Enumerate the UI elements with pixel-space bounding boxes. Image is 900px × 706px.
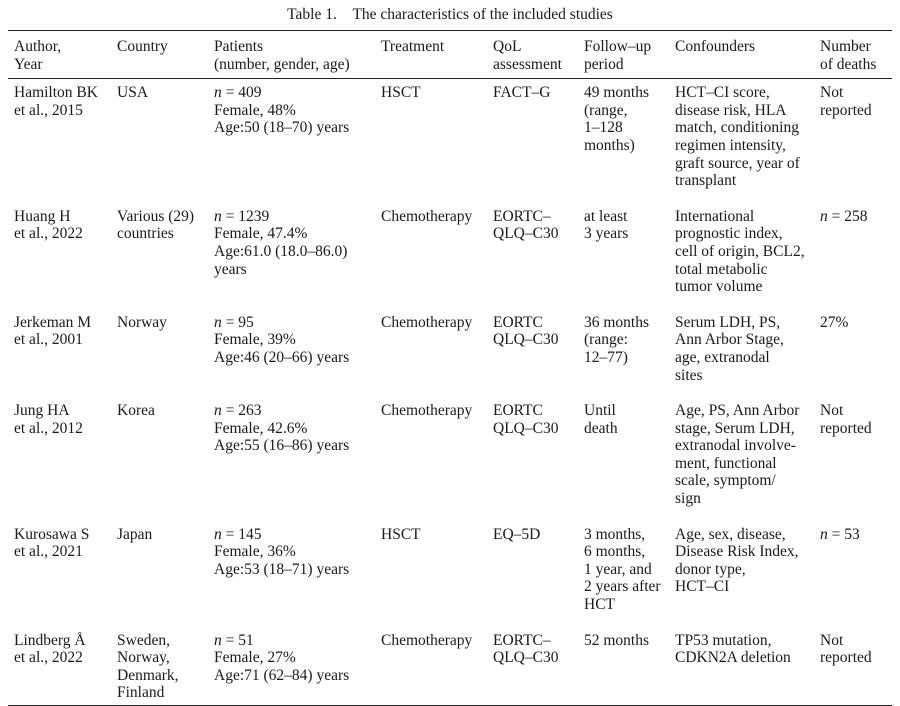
table-row — [8, 399, 892, 523]
cell-author-year: Hamilton BK et al., 2015 — [14, 84, 98, 119]
patients-number — [214, 314, 371, 332]
patients-female: Female, 39% — [214, 331, 296, 349]
table-row — [8, 311, 892, 399]
cell-confounders: Serum LDH, PS, Ann Arbor Stage, age, extranodal sites — [675, 313, 784, 384]
deaths-value: Not reported — [820, 631, 872, 667]
patients-age: Age:46 (20–66) years — [214, 348, 350, 366]
header-treatment: Treatment — [381, 38, 445, 55]
n-symbol: n — [214, 402, 222, 420]
n-value: = 409 — [221, 84, 262, 102]
n-value: = 1239 — [221, 207, 270, 225]
patients-age: Age:55 (16–86) years — [214, 437, 350, 455]
cell-author-year: Jerkeman M et al., 2001 — [14, 313, 92, 349]
patients-number — [214, 208, 371, 226]
patients-number — [214, 84, 371, 102]
cell-number-of-deaths — [814, 311, 892, 399]
cell-follow-up-period: at least 3 years — [584, 207, 629, 243]
cell-qol-assessment: EORTC– QLQ–C30 — [493, 207, 559, 243]
n-symbol: n — [214, 525, 222, 543]
table-row — [8, 629, 892, 706]
cell-treatment: Chemotherapy — [381, 313, 473, 331]
deaths-value: = 53 — [827, 525, 860, 543]
cell-qol-assessment: EORTC QLQ–C30 — [493, 402, 559, 437]
cell-author-year: Jung HA et al., 2012 — [14, 402, 83, 437]
cell-confounders: International prognostic index, cell of origin, BCL2, total metabolic tumor volume — [675, 207, 805, 296]
n-symbol: n — [214, 207, 222, 225]
deaths-value: Not reported — [820, 84, 872, 119]
cell-patients — [208, 399, 375, 523]
patients-female: Female, 47.4% — [214, 225, 308, 243]
cell-author-year: Kurosawa S et al., 2021 — [14, 525, 90, 561]
patients-age: Age:53 (18–71) years — [214, 560, 350, 578]
cell-country: Various (29) countries — [117, 207, 195, 243]
table-number: Table 1. — [287, 6, 337, 23]
cell-patients — [208, 311, 375, 399]
header-author-year: Author, Year — [14, 38, 62, 73]
table-row — [8, 523, 892, 629]
cell-treatment: Chemotherapy — [381, 207, 473, 225]
cell-qol-assessment: FACT–G — [493, 84, 551, 102]
header-qol-assessment: QoL assessment — [493, 38, 562, 73]
cell-treatment: HSCT — [381, 84, 421, 102]
cell-country: Norway — [117, 313, 167, 331]
characteristics-table — [8, 30, 892, 706]
table-row — [8, 79, 892, 205]
deaths-value: 27% — [820, 313, 849, 331]
cell-qol-assessment: EORTC– QLQ–C30 — [493, 631, 559, 667]
cell-follow-up-period: Until death — [584, 402, 618, 437]
cell-follow-up-period: 36 months (range: 12–77) — [584, 313, 650, 366]
patients-number — [214, 632, 371, 650]
deaths-value: Not reported — [820, 402, 872, 437]
cell-patients — [208, 629, 375, 706]
header-row — [8, 31, 892, 79]
cell-treatment: Chemotherapy — [381, 402, 473, 420]
cell-patients — [208, 205, 375, 311]
patients-female: Female, 48% — [214, 101, 296, 119]
cell-country: Korea — [117, 402, 155, 420]
cell-qol-assessment: EQ–5D — [493, 525, 541, 543]
cell-number-of-deaths — [814, 629, 892, 706]
table-title: The characteristics of the included studies — [352, 6, 613, 23]
cell-treatment: HSCT — [381, 525, 421, 543]
deaths-n-symbol: n — [820, 207, 828, 225]
cell-confounders: Age, PS, Ann Arbor stage, Serum LDH, extranodal involve- ment, functional scale, symptom/ sign — [675, 402, 800, 508]
n-symbol: n — [214, 313, 222, 331]
header-patients: Patients (number, gender, age) — [214, 38, 350, 73]
deaths-n-symbol: n — [820, 525, 828, 543]
cell-confounders: HCT–CI score, disease risk, HLA match, conditioning regimen intensity, graft source, year of transplant — [675, 84, 800, 190]
cell-patients — [208, 79, 375, 205]
cell-confounders: TP53 mutation, CDKN2A deletion — [675, 631, 791, 667]
cell-country: Sweden, Norway, Denmark, Finland — [117, 631, 179, 702]
cell-follow-up-period: 49 months (range, 1–128 months) — [584, 84, 650, 154]
cell-patients — [208, 523, 375, 629]
cell-qol-assessment: EORTC QLQ–C30 — [493, 313, 559, 349]
cell-number-of-deaths — [814, 205, 892, 311]
header-follow-up-period: Follow–up period — [584, 38, 652, 73]
patients-female: Female, 42.6% — [214, 419, 308, 437]
n-value: = 51 — [221, 631, 254, 649]
table-caption — [0, 5, 900, 25]
patients-age: Age:61.0 (18.0–86.0) years — [214, 242, 348, 278]
patients-age: Age:50 (18–70) years — [214, 119, 350, 137]
cell-follow-up-period: 52 months — [584, 631, 650, 649]
cell-treatment: Chemotherapy — [381, 631, 473, 649]
cell-number-of-deaths — [814, 79, 892, 205]
n-value: = 145 — [221, 525, 262, 543]
deaths-value: = 258 — [827, 207, 868, 225]
cell-country: USA — [117, 84, 149, 102]
cell-country: Japan — [117, 525, 153, 543]
patients-age: Age:71 (62–84) years — [214, 666, 350, 684]
patients-female: Female, 36% — [214, 543, 296, 561]
cell-confounders: Age, sex, disease, Disease Risk Index, donor type, HCT–CI — [675, 525, 799, 596]
table-row — [8, 205, 892, 311]
cell-number-of-deaths — [814, 523, 892, 629]
patients-number — [214, 526, 371, 544]
n-value: = 95 — [221, 313, 254, 331]
n-value: = 263 — [221, 402, 262, 420]
n-symbol: n — [214, 84, 222, 102]
n-symbol: n — [214, 631, 222, 649]
cell-author-year: Huang H et al., 2022 — [14, 207, 83, 243]
patients-female: Female, 27% — [214, 649, 296, 667]
cell-number-of-deaths — [814, 399, 892, 523]
table-body — [8, 79, 892, 706]
cell-author-year: Lindberg Å et al., 2022 — [14, 631, 86, 667]
header-country: Country — [117, 38, 168, 55]
cell-follow-up-period: 3 months, 6 months, 1 year, and 2 years after HCT — [584, 525, 661, 614]
header-number-of-deaths: Number of deaths — [820, 38, 877, 73]
header-confounders: Confounders — [675, 38, 756, 55]
patients-number — [214, 402, 371, 420]
